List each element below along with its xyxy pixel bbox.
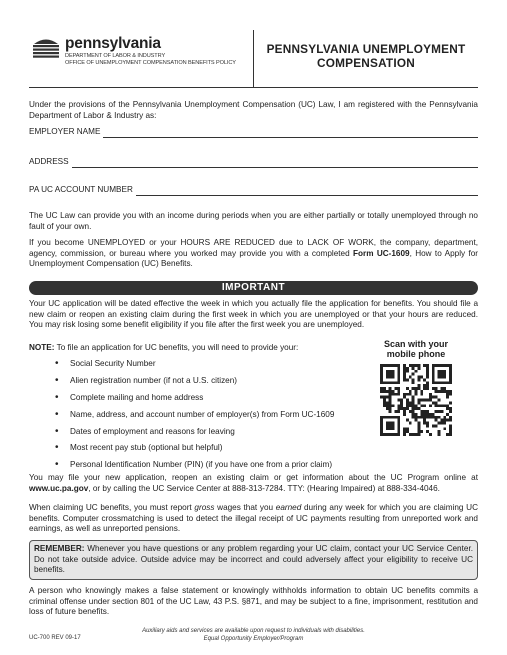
qr-section — [370, 339, 462, 436]
important-banner: IMPORTANT — [29, 281, 478, 295]
list-item: • Complete mailing and home address — [55, 393, 355, 410]
intro-paragraph: Under the provisions of the Pennsylvania Unemployment Compensation (UC) Law, I am registered with the Pennsylvania Department of Labor & Industry as: — [29, 100, 478, 120]
document-title — [267, 42, 466, 71]
document-header — [29, 30, 478, 88]
note-label: NOTE: — [29, 343, 55, 352]
qr-caption — [370, 339, 462, 360]
list-item: • Most recent pay stub (optional but helpful) — [55, 443, 355, 460]
list-item: • Personal Identification Number (PIN) (if you have one from a prior claim) — [55, 460, 355, 477]
account-number-label: PA UC ACCOUNT NUMBER — [29, 185, 133, 194]
footer-aux-aids: Auxiliary aids and services are available upon request to individuals with disabilities. — [142, 628, 365, 634]
wages-text-3: during any week for which you are claiming UC benefits. Computer crossmatching is used to detect the illegal receipt of UC payments resulting from unreported work and earnings, as well as unreported pensions. — [29, 503, 479, 533]
form-reference: Form UC-1609 — [353, 248, 410, 258]
account-number-line[interactable] — [136, 187, 478, 196]
unemployed-text-2: , How to Apply for Unemployment Compensation (UC) Benefits. — [29, 248, 479, 268]
list-item: • Alien registration number (if not a U.S. citizen) — [55, 376, 355, 393]
qr-caption-line-2: mobile phone — [386, 349, 446, 360]
list-item: • Social Security Number — [55, 359, 355, 376]
capitol-dome-icon — [31, 36, 61, 60]
employer-name-field — [29, 127, 478, 138]
website-link[interactable]: www.uc.pa.gov — [29, 483, 89, 493]
dated-paragraph: Your UC application will be dated effective the week in which you actually file the application for benefits. You should file a new claim or reopen an existing claim during the first week in which you are unemployed or that your hours are reduced. You may risk losing some benefit eligibility if you file after the first week you are unemployed. — [29, 299, 478, 329]
note-paragraph — [29, 343, 357, 354]
title-box — [254, 30, 478, 87]
remember-box — [29, 540, 478, 580]
file-text-1: You may file your new application, reopen an existing claim or get information about the UC Program online at — [29, 473, 478, 482]
address-field — [29, 157, 478, 168]
address-label: ADDRESS — [29, 157, 69, 166]
footer-eeo: Equal Opportunity Employer/Program — [203, 635, 304, 642]
unemployed-paragraph — [29, 238, 478, 270]
form-id: UC-700 REV 09-17 — [29, 635, 81, 641]
title-line-1: PENNSYLVANIA UNEMPLOYMENT — [266, 42, 466, 56]
employer-name-label: EMPLOYER NAME — [29, 127, 101, 136]
wages-text-1: When claiming UC benefits, you must report — [29, 503, 195, 512]
note-text: To file an application for UC benefits, you will need to provide your: — [54, 343, 299, 352]
wages-paragraph — [29, 503, 478, 535]
qr-caption-line-1: Scan with your — [383, 339, 448, 349]
list-item: • Name, address, and account number of employer(s) from Form UC-1609 — [55, 410, 355, 427]
account-number-field — [29, 185, 478, 196]
wages-text-2: wages that you — [214, 503, 276, 512]
requirements-list — [55, 359, 355, 477]
remember-text: Whenever you have questions or any problem regarding your UC claim, contact your UC Service Center. Do not take outside advice. Outside advice may be incorrect and could adversely affect your eligibility to receive UC benefits. — [34, 544, 473, 574]
list-item: • Dates of employment and reasons for leaving — [55, 427, 355, 444]
file-paragraph — [29, 473, 478, 494]
law-paragraph: The UC Law can provide you with an income during periods when you are either partially or totally unemployed through no fault of your own. — [29, 211, 478, 231]
file-text-2: , or by calling the UC Service Center at 888-313-7284. TTY: (Hearing Impaired) at 888-334-4046. — [88, 483, 440, 493]
employer-name-line[interactable] — [103, 129, 478, 138]
logo-office: OFFICE OF UNEMPLOYMENT COMPENSATION BENEFITS POLICY — [65, 60, 236, 67]
unemployed-text-1: If you become UNEMPLOYED or your HOURS ARE REDUCED due to LACK OF WORK, the company, department, agency, commission, or bureau where you worked may provide you with a completed — [29, 238, 478, 258]
agency-logo — [29, 30, 254, 87]
title-line-2: COMPENSATION — [317, 56, 415, 71]
qr-code-icon[interactable] — [380, 364, 452, 436]
remember-label: REMEMBER: — [34, 544, 85, 553]
wages-earned: earned — [275, 503, 302, 512]
wages-gross: gross — [194, 503, 215, 512]
false-statement-paragraph: A person who knowingly makes a false statement or knowingly withholds information to obtain UC benefits commits a criminal offense under section 801 of the UC Law, 43 P.S. §871, and may be subject to a fine, imprisonment, restitution and loss of future benefits. — [29, 586, 478, 616]
logo-subtitle — [65, 53, 236, 68]
logo-name: pennsylvania — [65, 35, 161, 52]
logo-department: DEPARTMENT OF LABOR & INDUSTRY — [65, 53, 166, 59]
address-line[interactable] — [72, 159, 478, 168]
